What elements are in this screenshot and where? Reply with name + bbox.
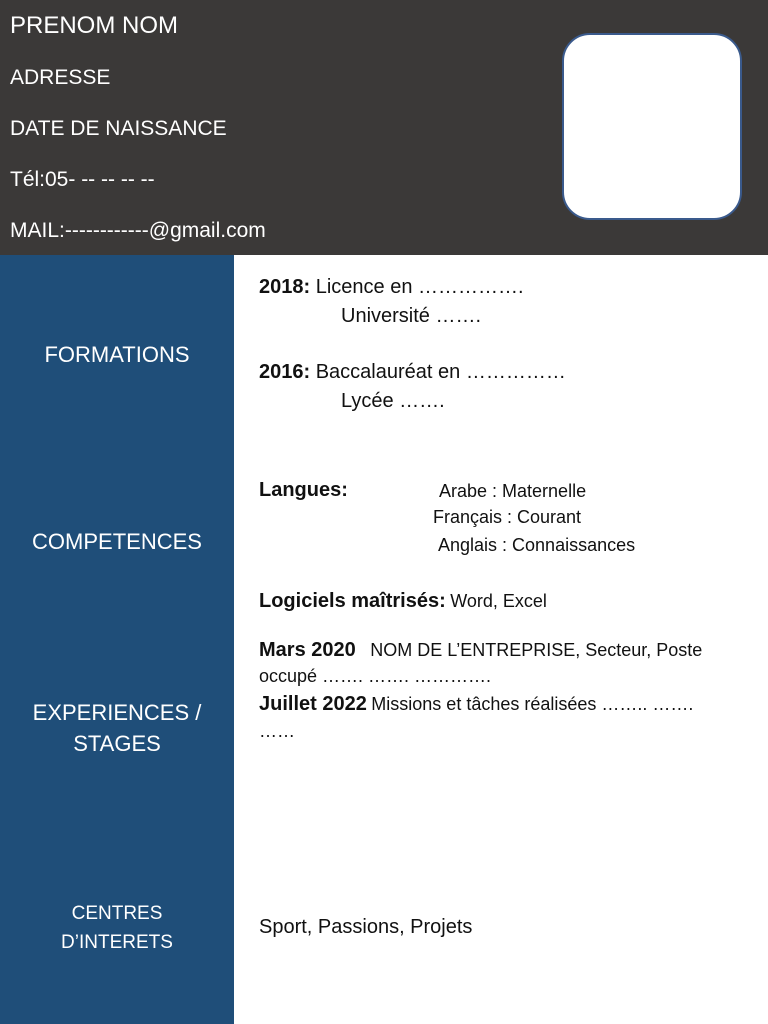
experience-missions: Missions et tâches réalisées …….. ……. bbox=[371, 694, 694, 714]
section-experiences-label-line1: EXPERIENCES / bbox=[32, 700, 202, 725]
experience-line-1 bbox=[259, 640, 702, 660]
software-value: Word, Excel bbox=[450, 591, 547, 611]
section-interets-label-line2: D’INTERETS bbox=[61, 931, 173, 953]
experience-start-date: Mars 2020 bbox=[259, 639, 356, 661]
section-experiences-label bbox=[0, 698, 234, 760]
experience-line-3 bbox=[259, 694, 693, 714]
languages-label: Langues: bbox=[259, 479, 348, 501]
birth-date: DATE DE NAISSANCE bbox=[10, 117, 227, 140]
formation-year: 2018: bbox=[259, 276, 311, 298]
language-item: Anglais : Connaissances bbox=[438, 535, 636, 555]
software-line bbox=[259, 591, 547, 611]
formation-place-1: Université ……. bbox=[341, 305, 482, 327]
experience-line-2: occupé ……. ……. …………. bbox=[259, 666, 492, 686]
experience-company: NOM DE L’ENTREPRISE, Secteur, Poste bbox=[370, 640, 703, 660]
formation-title: Baccalauréat en …………… bbox=[315, 361, 566, 383]
full-name: PRENOM NOM bbox=[10, 12, 178, 39]
section-competences-label: COMPETENCES bbox=[32, 529, 202, 554]
section-experiences-label-line2: STAGES bbox=[73, 730, 161, 756]
section-interets-label bbox=[0, 900, 234, 957]
formation-entry-2 bbox=[259, 362, 566, 382]
formation-place-2: Lycée ……. bbox=[341, 390, 445, 412]
phone: Tél:05- -- -- -- -- bbox=[10, 168, 155, 191]
section-formations-label: FORMATIONS bbox=[44, 342, 190, 367]
address: ADRESSE bbox=[10, 66, 111, 89]
experience-end-date: Juillet 2022 bbox=[259, 693, 367, 715]
cv-header bbox=[0, 0, 768, 255]
photo-placeholder bbox=[562, 33, 742, 220]
language-item: Arabe : Maternelle bbox=[439, 481, 587, 501]
software-label: Logiciels maîtrisés: bbox=[259, 590, 446, 612]
section-interets-label-line1: CENTRES bbox=[71, 903, 163, 924]
formation-entry-1 bbox=[259, 277, 524, 297]
formation-title: Licence en ……………. bbox=[315, 276, 524, 298]
experience-line-4: …… bbox=[259, 721, 295, 741]
formation-year: 2016: bbox=[259, 361, 311, 383]
email: MAIL:------------@gmail.com bbox=[10, 219, 266, 242]
language-item: Français : Courant bbox=[433, 507, 582, 527]
interests-text: Sport, Passions, Projets bbox=[259, 916, 473, 938]
